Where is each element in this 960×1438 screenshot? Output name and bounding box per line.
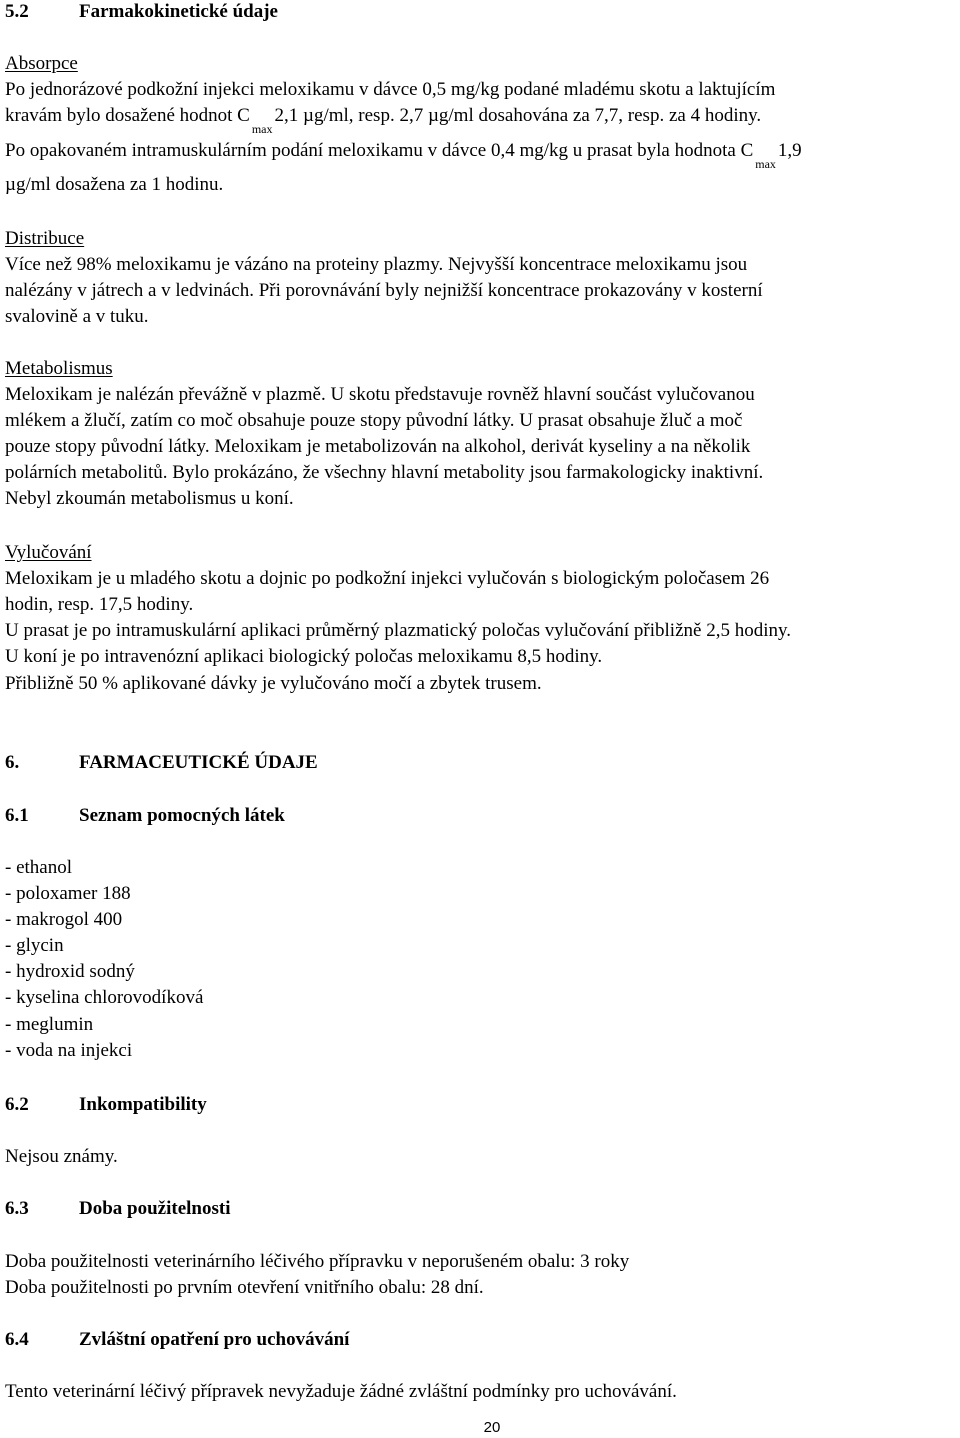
excipient-item: - makrogol 400 [5,909,123,930]
section-6-3-line: Doba použitelnosti veterinárního léčivého přípravku v neporušeném obalu: 3 roky [5,1251,630,1272]
section-6-3-heading [5,1198,231,1220]
absorpce-heading: Absorpce [5,53,78,74]
section-title: Zvláštní opatření pro uchovávání [79,1329,350,1350]
section-6-1-heading [5,805,285,827]
section-number: 6.3 [5,1198,29,1219]
vylucovani-line: U koní je po intravenózní aplikaci biologický poločas meloxikamu 8,5 hodiny. [5,646,603,667]
page-number: 20 [483,1419,501,1436]
section-6-4-text: Tento veterinární léčivý přípravek nevyžaduje žádné zvláštní podmínky pro uchovávání. [5,1381,677,1402]
section-title: Inkompatibility [79,1094,207,1115]
section-title: FARMACEUTICKÉ ÚDAJE [79,752,318,773]
metabolismus-line: pouze stopy původní látky. Meloxikam je metabolizován na alkohol, derivát kyseliny a na několik [5,436,751,457]
section-6-4-heading [5,1329,349,1351]
subscript-max: max [755,157,776,171]
section-6-heading [5,752,318,774]
distribuce-line: svalovině a v tuku. [5,306,149,327]
vylucovani-line: U prasat je po intramuskulární aplikaci průměrný plazmatický poločas vylučování přibližně 2,5 hodiny. [5,620,791,641]
metabolismus-line: polárních metabolitů. Bylo prokázáno, že všechny hlavní metabolity jsou farmakologicky inaktivní. [5,462,764,483]
section-number: 6.2 [5,1094,29,1115]
section-title: Seznam pomocných látek [79,805,285,826]
section-title: Doba použitelnosti [79,1198,231,1219]
distribuce-line: Více než 98% meloxikamu je vázáno na proteiny plazmy. Nejvyšší koncentrace meloxikamu jsou [5,254,748,275]
section-6-3-line: Doba použitelnosti po prvním otevření vnitřního obalu: 28 dní. [5,1277,484,1298]
vylucovani-line: Přibližně 50 % aplikované dávky je vylučováno močí a zbytek trusem. [5,673,542,694]
metabolismus-line: Nebyl zkoumán metabolismus u koní. [5,488,294,509]
excipient-item: - ethanol [5,857,73,878]
excipient-item: - voda na injekci [5,1040,133,1061]
section-number: 6.1 [5,805,29,826]
subscript-max: max [251,122,273,136]
section-5-2-heading [5,1,278,23]
metabolismus-line: Meloxikam je nalézán převážně v plazmě. U skotu představuje rovněž hlavní součást vylučovanou [5,384,755,405]
excipient-item: - kyselina chlorovodíková [5,987,204,1008]
excipient-item: - glycin [5,935,64,956]
distribuce-line: nalézány v játrech a v ledvinách. Při porovnávání byly nejnižší koncentrace prokazovány v kosterní [5,280,763,301]
section-number: 6. [5,752,20,773]
metabolismus-heading: Metabolismus [5,358,113,379]
excipient-item: - meglumin [5,1014,94,1035]
vylucovani-line: Meloxikam je u mladého skotu a dojnic po podkožní injekci vylučován s biologickým poločasem 26 [5,568,770,589]
section-number: 6.4 [5,1329,29,1350]
excipient-item: - hydroxid sodný [5,961,135,982]
absorpce-line-3: Po opakovaném intramuskulárním podání meloxikamu v dávce 0,4 mg/kg u prasat byla hodnota $C_{max}1,9$ [5,140,802,171]
section-number: 5.2 [5,1,29,22]
absorpce-line-2: kravám bylo dosažené hodnot $C_{max}2,1$ µg/ml, resp. 2,7 µg/ml dosahována za 7,7, resp. za 4 hodiny. [5,105,762,136]
distribuce-heading: Distribuce [5,228,85,249]
section-6-2-text: Nejsou známy. [5,1146,118,1167]
vylucovani-heading: Vylučování [5,542,92,563]
section-6-2-heading [5,1094,207,1116]
section-title: Farmakokinetické údaje [79,1,278,22]
vylucovani-line: hodin, resp. 17,5 hodiny. [5,594,194,615]
absorpce-line-4: µg/ml dosažena za 1 hodinu. [5,174,224,195]
metabolismus-line: mlékem a žlučí, zatím co moč obsahuje pouze stopy původní látky. U prasat obsahuje žluč a moč [5,410,743,431]
absorpce-line-1: Po jednorázové podkožní injekci meloxikamu v dávce 0,5 mg/kg podané mladému skotu a laktujícím [5,79,776,100]
excipient-item: - poloxamer 188 [5,883,131,904]
